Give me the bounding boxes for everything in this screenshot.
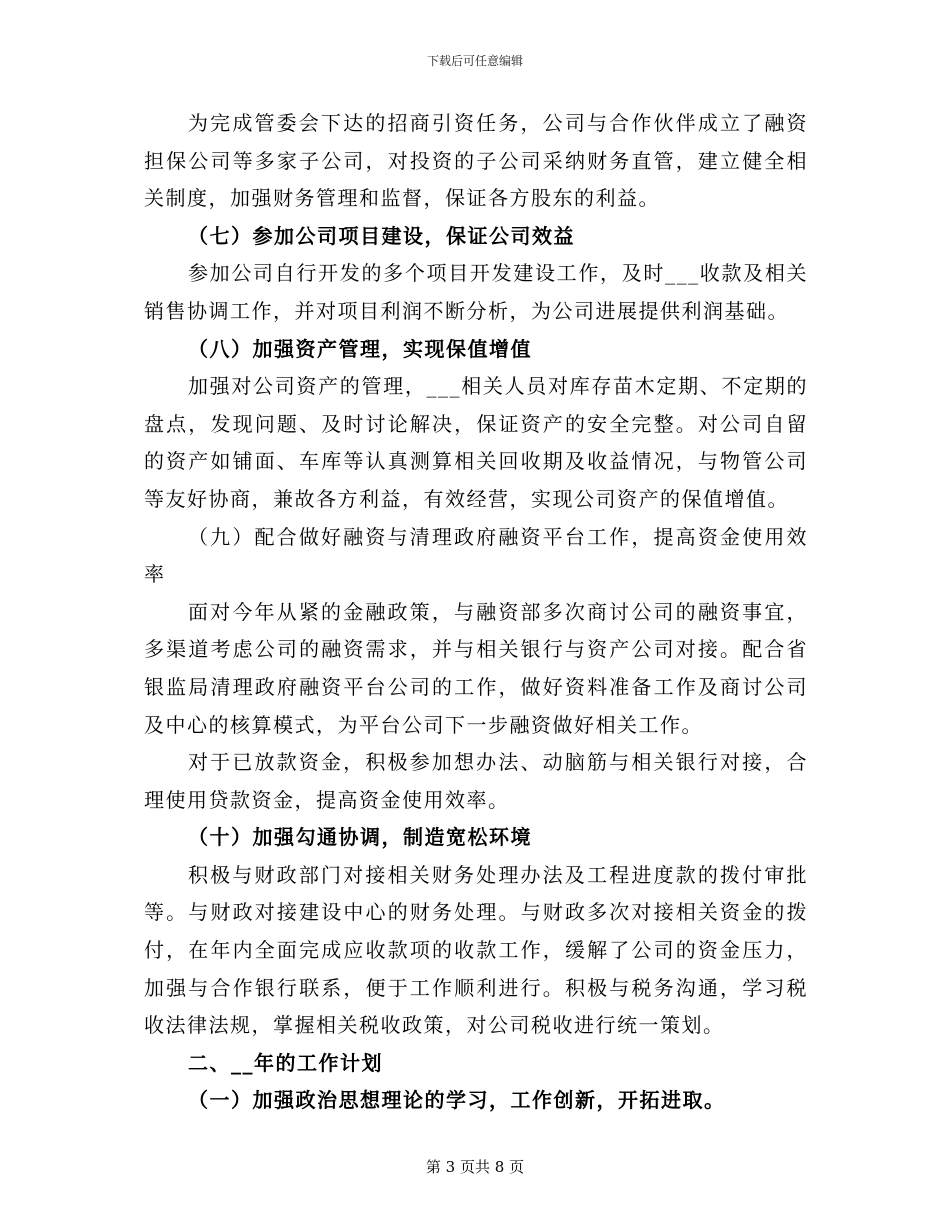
paragraph-project-construction: 参加公司自行开发的多个项目开发建设工作，及时___收款及相关销售协调工作，并对项目利润不断分析，为公司进展提供利润基础。 (144, 261, 808, 323)
paragraph-investment: 为完成管委会下达的招商引资任务，公司与合作伙伴成立了融资担保公司等多家子公司，对投资的子公司采纳财务直管，建立健全相关制度，加强财务管理和监督，保证各方股东的利益。 (144, 111, 808, 211)
heading-section-9: （九）配合做好融资与清理政府融资平台工作，提高资金使用效率 (144, 524, 808, 587)
heading-section-8: （八）加强资产管理，实现保值增值 (188, 336, 532, 361)
heading-work-plan: 二、__年的工作计划 (188, 1050, 383, 1075)
paragraph-financing-policy: 面对今年从紧的金融政策，与融资部多次商讨公司的融资事宜，多渠道考虑公司的融资需求，并与相关银行与资产公司对接。配合省银监局清理政府融资平台公司的工作，做好资料准备工作及商讨公司及中心的核算模式，为平台公司下一步融资做好相关工作。 (144, 599, 808, 737)
heading-plan-item-1: （一）加强政治思想理论的学习，工作创新，开拓进取。 (188, 1088, 726, 1113)
paragraph-asset-management: 加强对公司资产的管理，___相关人员对库存苗木定期、不定期的盘点，发现问题、及时讨论解决，保证资产的安全完整。对公司自留的资产如铺面、车库等认真测算相关回收期及收益情况，与物管公司等友好协商，兼故各方利益，有效经营，实现公司资产的保值增值。 (144, 374, 808, 511)
document-body (144, 105, 808, 1120)
paragraph-coordination: 积极与财政部门对接相关财务处理办法及工程进度款的拨付审批等。与财政对接建设中心的财务处理。与财政多次对接相关资金的拨付，在年内全面完成应收款项的收款工作，缓解了公司的资金压力，加强与合作银行联系，便于工作顺利进行。积极与税务沟通，学习税收法律法规，掌握相关税收政策，对公司税收进行统一策划。 (144, 862, 808, 1038)
heading-section-10: （十）加强勾通协调，制造宽松环境 (188, 825, 532, 850)
page-footer: 第 3 页共 8 页 (425, 1158, 525, 1176)
heading-section-7: （七）参加公司项目建设，保证公司效益 (188, 223, 575, 248)
page-header: 下载后可任意编辑 (426, 54, 523, 68)
paragraph-loan-usage: 对于已放款资金，积极参加想办法、动脑筋与相关银行对接，合理使用贷款资金，提高资金使用效率。 (144, 750, 808, 812)
